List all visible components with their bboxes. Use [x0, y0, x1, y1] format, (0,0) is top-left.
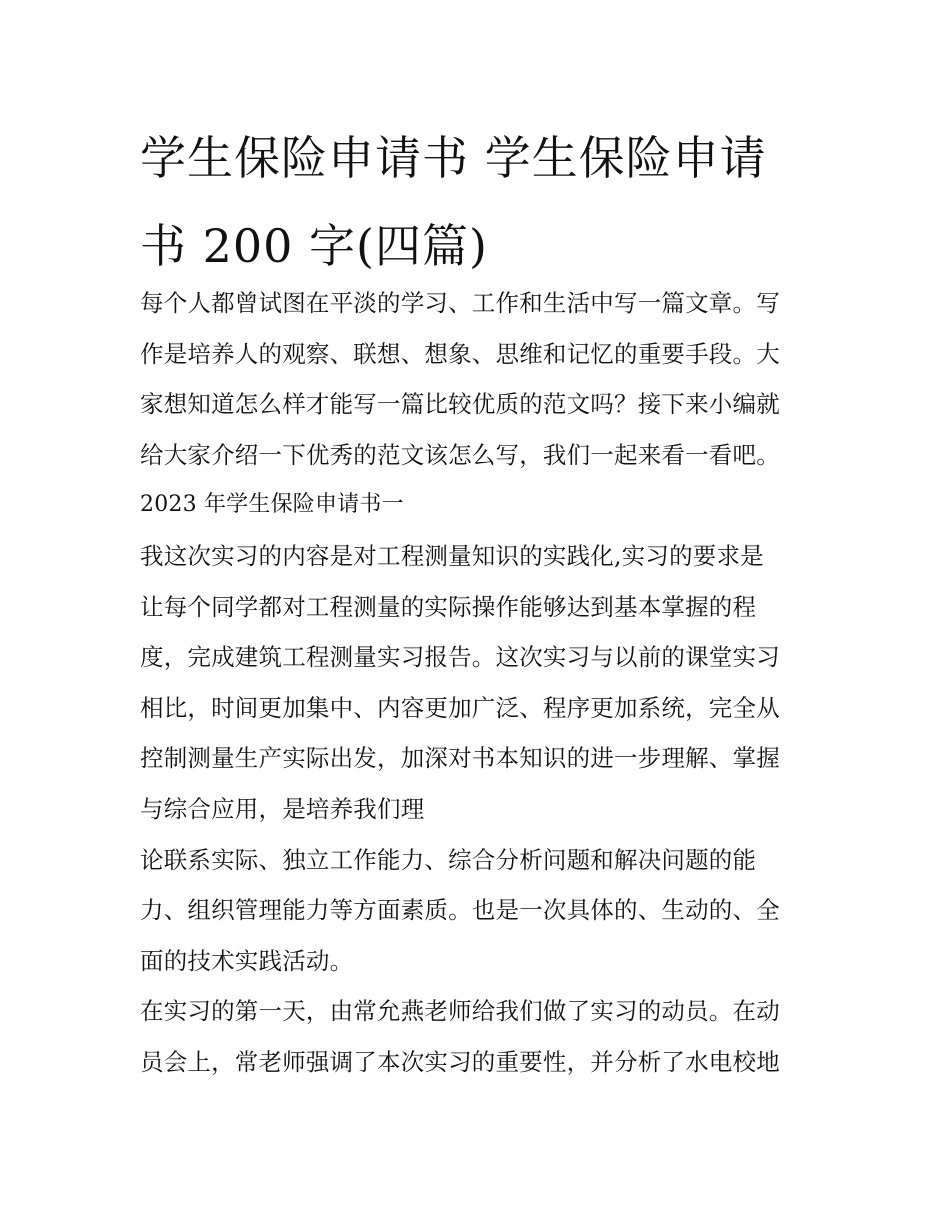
paragraph-line: 与综合应用，是培养我们理	[140, 794, 425, 823]
paragraph-line: 让每个同学都对工程测量的实际操作能够达到基本掌握的程	[140, 592, 757, 621]
paragraph-line: 相比，时间更加集中、内容更加广泛、程序更加系统，完全从	[140, 693, 780, 722]
paragraph-line: 给大家介绍一下优秀的范文该怎么写，我们一起来看一看吧。	[140, 440, 780, 469]
title-line-2: 书 200 字(四篇)	[140, 219, 488, 273]
paragraph-line: 控制测量生产实际出发，加深对书本知识的进一步理解、掌握	[140, 744, 780, 773]
paragraph-line: 作是培养人的观察、联想、想象、思维和记忆的重要手段。大	[140, 339, 780, 368]
section-heading: 2023 年学生保险申请书一	[140, 492, 404, 518]
document-body	[140, 278, 830, 1088]
paragraph-line: 力、组织管理能力等方面素质。也是一次具体的、生动的、全	[140, 896, 780, 925]
paragraph-line: 每个人都曾试图在平淡的学习、工作和生活中写一篇文章。写	[140, 289, 780, 317]
paragraph-line: 我这次实习的内容是对工程测量知识的实践化,实习的要求是	[140, 541, 764, 570]
paragraph-line: 论联系实际、独立工作能力、综合分析问题和解决问题的能	[140, 845, 757, 874]
paragraph-line: 面的技术实践活动。	[140, 946, 354, 975]
paragraph-line: 在实习的第一天，由常允燕老师给我们做了实习的动员。在动	[140, 997, 780, 1026]
title-line-1: 学生保险申请书 学生保险申请	[140, 131, 767, 185]
paragraph-line: 度，完成建筑工程测量实习报告。这次实习与以前的课堂实习	[140, 643, 780, 672]
paragraph-line: 员会上，常老师强调了本次实习的重要性，并分析了水电校地	[140, 1047, 780, 1076]
document-title	[140, 114, 820, 290]
paragraph-line: 家想知道怎么样才能写一篇比较优质的范文吗？接下来小编就	[140, 390, 780, 419]
